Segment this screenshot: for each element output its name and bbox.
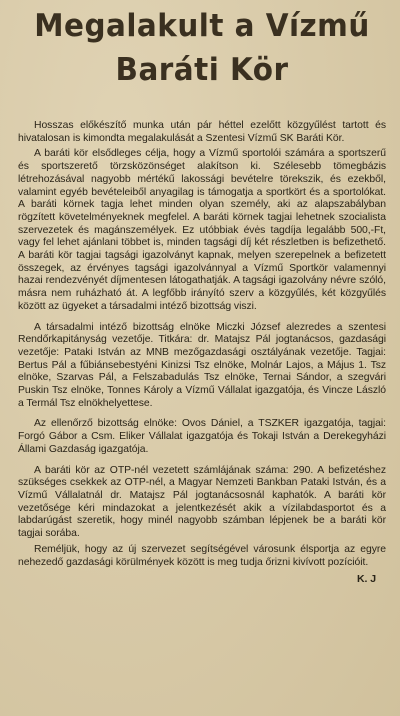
headline-line-2: Baráti Kör xyxy=(115,52,289,88)
paragraph-audit-committee: Az ellenőrző bizottság elnöke: Ovos Dániel, a TSZKER igazgatója, tagjai: Forgó Gábor a Csm. Eliker Vállalat igazgatója és Tokaji István a Derekegyházi Állami Gazdaság igazgatója. xyxy=(18,418,386,455)
paragraph-intro: Hosszas előkészítő munka után pár héttel ezelőtt közgyűlést tartott és hivatalosan is kimondta megalakulását a Szentesi Vízmű SK Baráti Kör. xyxy=(18,120,386,144)
paragraph-account: A baráti kör az OTP-nél vezetett számlájának száma: 290. A befizetéshez szükséges csekkek az OTP-nél, a Magyar Nemzeti Bankban Pataki István, és a Vízmű Vállalatnál dr. Matajsz Pál jogtanácsosnál kaphatók. A baráti kör vezetősége kéri mindazokat a jelentkezését akik a vízilabdasportot és a labdarúgást szeretik, hogy minél nagyobb számban lépjenek be a baráti kör tagjai sorába. xyxy=(18,464,386,540)
author-signature: K. J xyxy=(356,573,376,586)
headline-line-1: Megalakult a Vízmű xyxy=(34,8,370,44)
paragraph-closing: Reméljük, hogy az új szervezet segítségével városunk élsportja az egyre nehezedő gazdasági körülmények között is meg tudja őrizni kivívott pozícióit. xyxy=(18,543,386,568)
article-body xyxy=(18,120,386,586)
paragraph-goals: A baráti kör elsődleges célja, hogy a Vízmű sportolói számára a sportszerű és sportszerető törzsközönséget alakítson ki. Szélesebb tömegbázis létrehozásával nagyobb mértékű lakossági bevételre törekszik, és ezekből, valamint egyéb bevételeiből anyagilag is támogatja a sportkört és a sportolókat. A baráti körnek tagja lehet minden olyan személy, aki az alapszabályban rögzített követelményeknek megfelel. A baráti körnek tagjai lehetnek szocialista szervezetek és magánszemélyek. Ez utóbbiak évės tagdíja legalább 500,-Ft, vagy fel lehet ajánlani többet is, minden tagsági díj két részletben is befizethető. A baráti kör tagjai tagsági igazolványt kapnak, melyen szerepelnek a befizetett összegek, az érvényes tagsági igazolvánnyal a Vízmű Sportkör valamennyi hazai rendezvényét díjmentesen látogathatják. A tagsági igazolvány névre szóló, másra nem ruházható át. A legfőbb irányító szerv a közgyűlés, két közgyűlés között az ügyeket a társadalmi intéző bizottság viszi. xyxy=(18,148,386,312)
paragraph-committee: A társadalmi intéző bizottság elnöke Miczki József alezredes a szentesi Rendőrkapitányság vezetője. Titkára: dr. Matajsz Pál jogtanácsos, gazdasági vezetője: Pataki István az MNB mezőgazdasági osztályának vezetője. Tagjai: Bertus Pál a fűbiánsebestyéni Kinizsi Tsz elnöke, Molnár Lajos, a Május 1. Tsz elnöke, Szarvas Pál, a Felszabadulás Tsz elnöke, Ternai Sándor, a szegvári Puskin Tsz elnöke, Tonnes Károly a Vízmű Vállalat igazgatója, és Vincze László a Termál Tsz elnökhelyettese. xyxy=(18,321,386,409)
headline xyxy=(27,6,377,90)
